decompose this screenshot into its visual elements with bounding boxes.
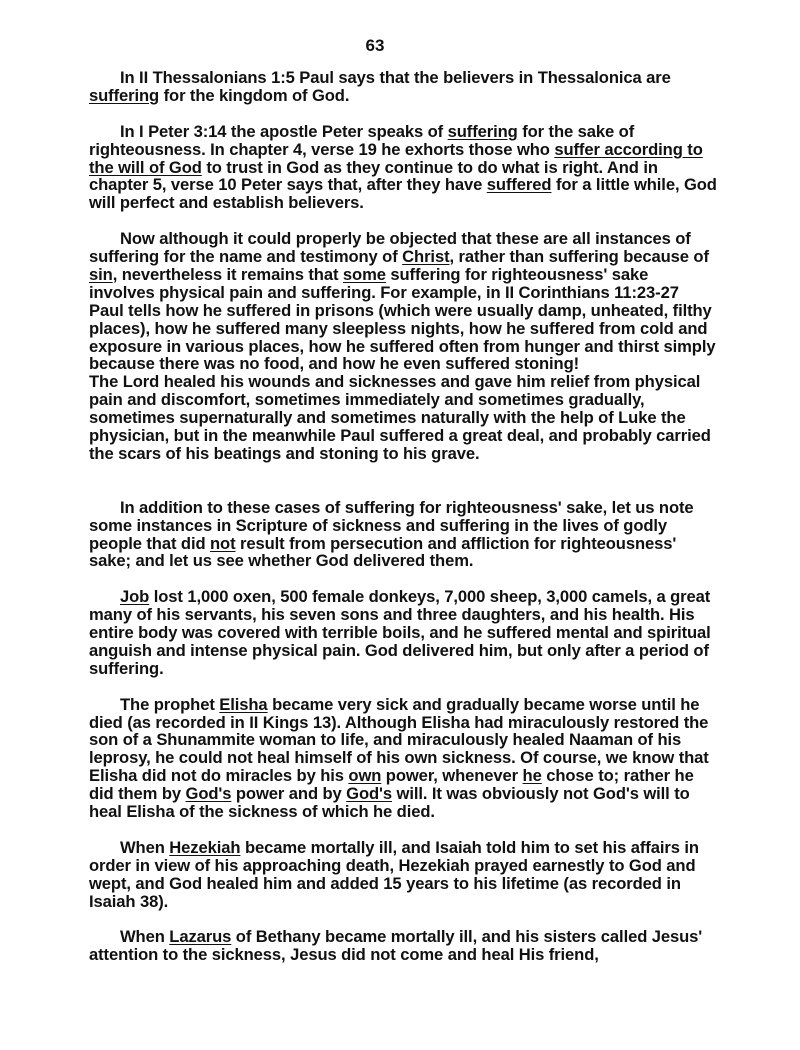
text-run: Now although it could properly be objected that these are all instances of suffering for the name and testimony of bbox=[89, 229, 691, 267]
paragraph bbox=[89, 69, 717, 105]
underlined-text: Job bbox=[120, 587, 150, 607]
underlined-text: suffering bbox=[447, 121, 518, 141]
text-run: When bbox=[120, 837, 170, 857]
underlined-text: suffered bbox=[486, 175, 552, 195]
underlined-text: Lazarus bbox=[169, 927, 232, 947]
underlined-text: own bbox=[348, 766, 382, 786]
text-run: for the sake of righteousness. In chapter 4, verse 19 he exhorts those who bbox=[89, 121, 635, 159]
text-run: In I Peter 3:14 the apostle Peter speaks of bbox=[120, 121, 448, 141]
text-run: for the kingdom of God. bbox=[159, 85, 350, 105]
text-run: will. It was obviously not God's will to heal Elisha of the sickness of which he died. bbox=[89, 784, 690, 822]
underlined-text: suffering bbox=[89, 85, 160, 105]
underlined-text: Hezekiah bbox=[169, 837, 241, 857]
underlined-text: some bbox=[342, 264, 386, 284]
text-run: result from persecution and affliction for righteousness' sake; and let us see whether God delivered them. bbox=[89, 533, 677, 571]
underlined-text: not bbox=[210, 533, 236, 553]
body-text bbox=[89, 69, 717, 964]
text-run: for a little while, God will perfect and establish believers. bbox=[89, 175, 717, 213]
underlined-text: suffer according to the will of God bbox=[89, 139, 703, 177]
paragraph bbox=[89, 123, 717, 213]
paragraph bbox=[89, 373, 717, 463]
text-run: chose to; rather he did them by bbox=[89, 766, 694, 804]
text-run: The Lord healed his wounds and sicknesses and gave him relief from physical pain and discomfort, sometimes immediately and sometimes gradually, sometimes supernaturally and sometimes naturally with the help of Luke the physician, but in the meanwhile Paul suffered a great deal, and probably carried the scars of his beatings and stoning to his grave. bbox=[89, 372, 711, 463]
text-run: , rather than suffering because of bbox=[449, 247, 709, 267]
underlined-text: Elisha bbox=[219, 694, 268, 714]
text-run: became very sick and gradually became worse until he died (as recorded in II Kings 13). Although Elisha had miraculously restored the son of a Shunammite woman to life, and miraculously healed Naaman of his leprosy, he could not heal himself of his own sickness. Of course, we know that Elisha did not do miracles by his bbox=[89, 694, 709, 786]
text-run: of Bethany became mortally ill, and his sisters called Jesus' attention to the sickness, Jesus did not come and heal His friend, bbox=[89, 927, 703, 965]
paragraph bbox=[89, 696, 717, 821]
text-run: The prophet bbox=[120, 694, 220, 714]
text-run: In addition to these cases of suffering for righteousness' sake, let us note some instances in Scripture of sickness and suffering in the lives of godly people that did bbox=[89, 497, 694, 553]
text-run: power and by bbox=[231, 784, 347, 804]
underlined-text: God's bbox=[185, 784, 232, 804]
text-run: lost 1,000 oxen, 500 female donkeys, 7,000 sheep, 3,000 camels, a great many of his servants, his seven sons and three daughters, and his health. His entire body was covered with terrible boils, and he suffered mental and spiritual anguish and intense physical pain. God delivered him, but only after a period of suffering. bbox=[89, 587, 711, 678]
paragraph bbox=[89, 928, 717, 964]
text-run: power, whenever bbox=[381, 766, 523, 786]
underlined-text: God's bbox=[346, 784, 393, 804]
paragraph bbox=[89, 499, 717, 571]
text-run: suffering for righteousness' sake involves physical pain and suffering. For example, in II Corinthians 11:23-27 Paul tells how he suffered in prisons (which were usually damp, unheated, filthy places), how he suffered many sleepless nights, how he suffered from cold and exposure in various places, how he suffered often from hunger and thirst simply because there was no food, and how he even suffered stoning! bbox=[89, 264, 716, 374]
text-run: When bbox=[120, 927, 170, 947]
paragraph bbox=[89, 839, 717, 911]
underlined-text: he bbox=[522, 766, 542, 786]
paragraph bbox=[89, 588, 717, 678]
paragraph bbox=[89, 230, 717, 373]
text-run: to trust in God as they continue to do what is right. And in chapter 5, verse 10 Peter says that, after they have bbox=[89, 157, 658, 195]
text-run: , nevertheless it remains that bbox=[112, 264, 343, 284]
page-number: 63 bbox=[365, 36, 385, 55]
underlined-text: sin bbox=[89, 264, 113, 284]
underlined-text: Christ bbox=[402, 247, 450, 267]
text-run: became mortally ill, and Isaiah told him to set his affairs in order in view of his approaching death, Hezekiah prayed earnestly to God and wept, and God healed him and added 15 years to his lifetime (as recorded in Isaiah 38). bbox=[89, 837, 699, 911]
text-run: In II Thessalonians 1:5 Paul says that the believers in Thessalonica are bbox=[120, 68, 671, 87]
